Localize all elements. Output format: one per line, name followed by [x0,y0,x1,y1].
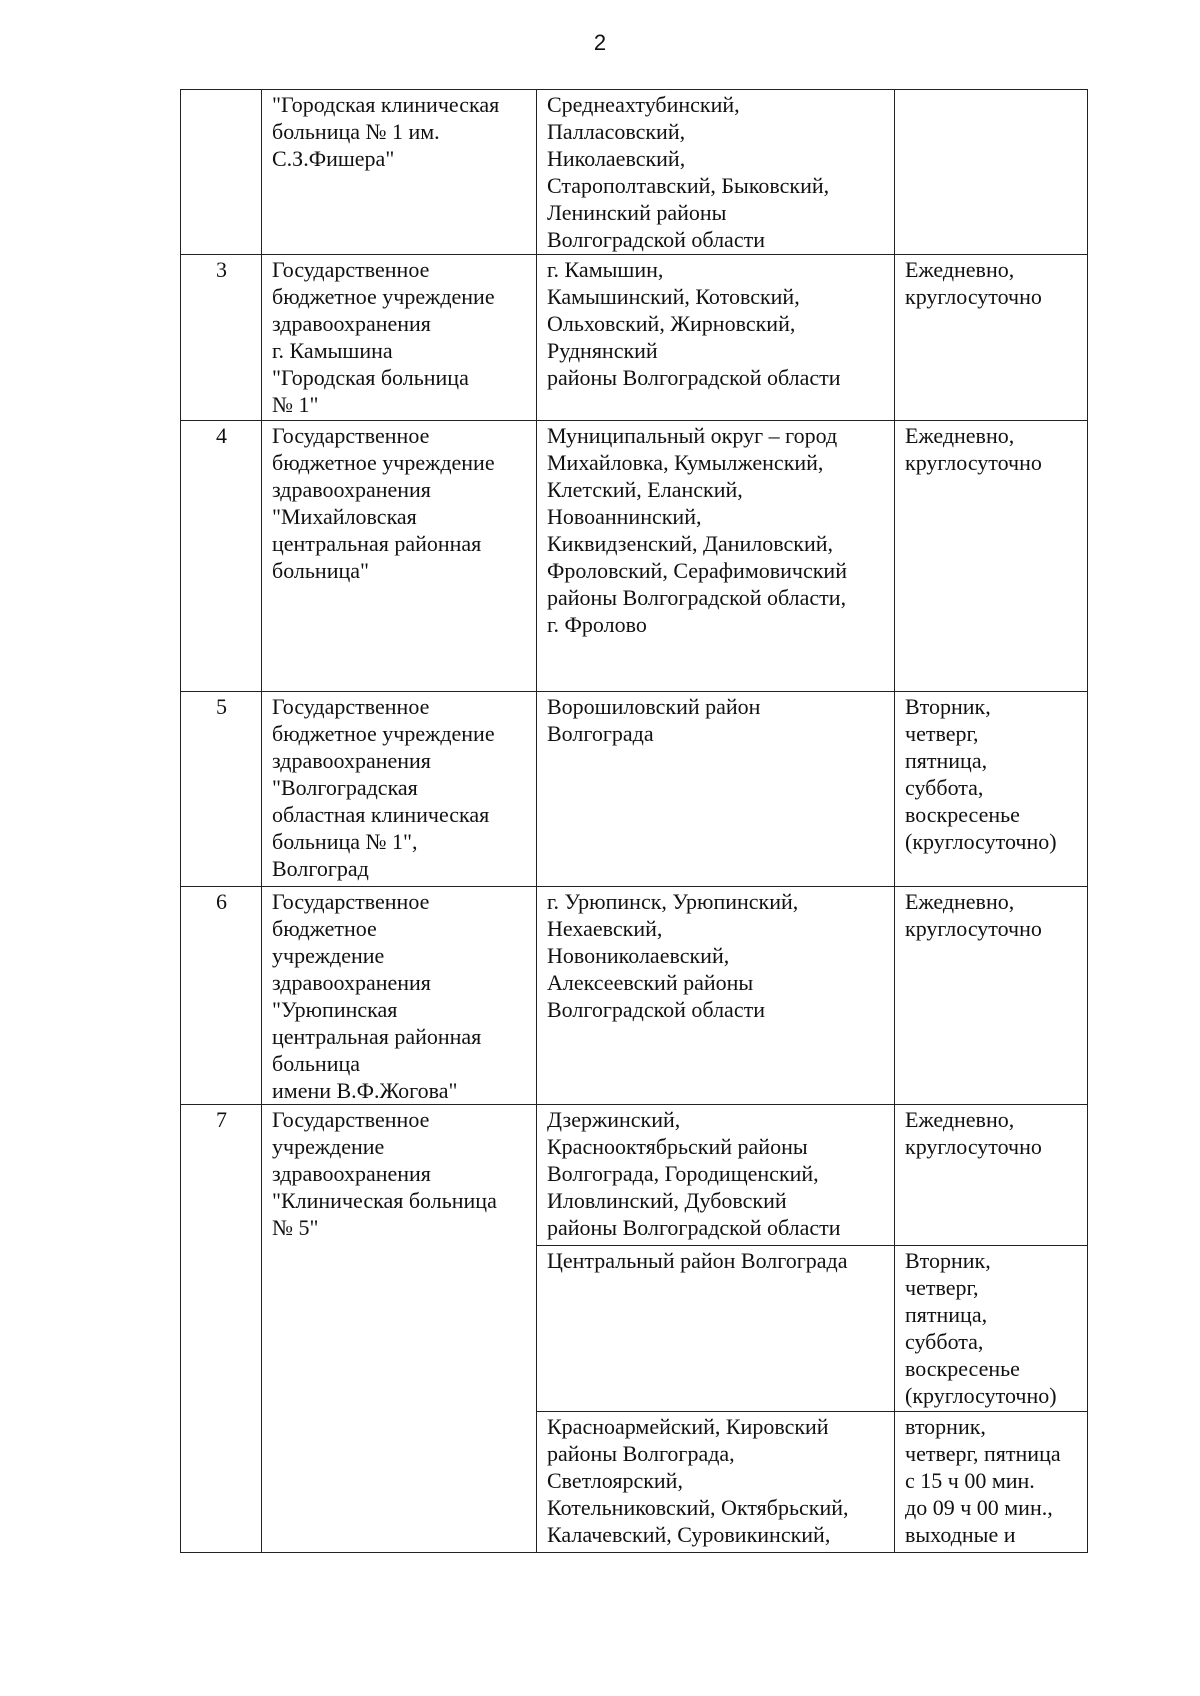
service-districts: Среднеахтубинский, Палласовский, Николаевский, Старополтавский, Быковский, Ленинский районы Волгоградской области [537,90,895,255]
service-districts: Дзержинский, Краснооктябрьский районы Волгограда, Городищенский, Иловлинский, Дубовский районы Волгоградской области [537,1105,895,1246]
table-row [181,90,1088,255]
schedule: Ежедневно, круглосуточно [895,887,1088,1105]
schedule [895,90,1088,255]
page-number: 2 [593,30,607,55]
institution-name: Государственное учреждение здравоохранения "Клиническая больница № 5" [262,1105,537,1553]
table-row [181,421,1088,692]
institution-name: "Городская клиническая больница № 1 им. С.З.Фишера" [262,90,537,255]
schedule: вторник, четверг, пятница с 15 ч 00 мин. до 09 ч 00 мин., выходные и [895,1412,1088,1553]
table-row [181,692,1088,887]
row-number: 7 [181,1105,262,1553]
row-number: 6 [181,887,262,1105]
service-districts: Красноармейский, Кировский районы Волгограда, Светлоярский, Котельниковский, Октябрьский, Калачевский, Суровикинский, [537,1412,895,1553]
service-districts: г. Урюпинск, Урюпинский, Нехаевский, Новониколаевский, Алексеевский районы Волгоградской области [537,887,895,1105]
row-number: 3 [181,255,262,421]
schedule: Ежедневно, круглосуточно [895,421,1088,692]
institution-name: Государственное бюджетное учреждение здравоохранения "Михайловская центральная районная больница" [262,421,537,692]
schedule: Ежедневно, круглосуточно [895,1105,1088,1246]
schedule: Вторник, четверг, пятница, суббота, воскресенье (круглосуточно) [895,692,1088,887]
table-row [181,255,1088,421]
institution-name: Государственное бюджетное учреждение здравоохранения "Волгоградская областная клиническая больница № 1", Волгоград [262,692,537,887]
table-row [181,1105,1088,1246]
row-number: 5 [181,692,262,887]
table-row [181,887,1088,1105]
institution-name: Государственное бюджетное учреждение здравоохранения г. Камышина "Городская больница № 1" [262,255,537,421]
service-districts: г. Камышин, Камышинский, Котовский, Ольховский, Жирновский, Руднянский районы Волгоградской области [537,255,895,421]
row-number [181,90,262,255]
institution-name: Государственное бюджетное учреждение здравоохранения "Урюпинская центральная районная больница имени В.Ф.Жогова" [262,887,537,1105]
service-districts: Ворошиловский район Волгограда [537,692,895,887]
hospital-schedule-table [180,89,1088,1553]
schedule: Ежедневно, круглосуточно [895,255,1088,421]
row-number: 4 [181,421,262,692]
service-districts: Центральный район Волгограда [537,1246,895,1412]
service-districts: Муниципальный округ – город Михайловка, Кумылженский, Клетский, Еланский, Новоаннинский, Киквидзенский, Даниловский, Фроловский, Серафимовичский районы Волгоградской области, г. Фролово [537,421,895,692]
schedule: Вторник, четверг, пятница, суббота, воскресенье (круглосуточно) [895,1246,1088,1412]
